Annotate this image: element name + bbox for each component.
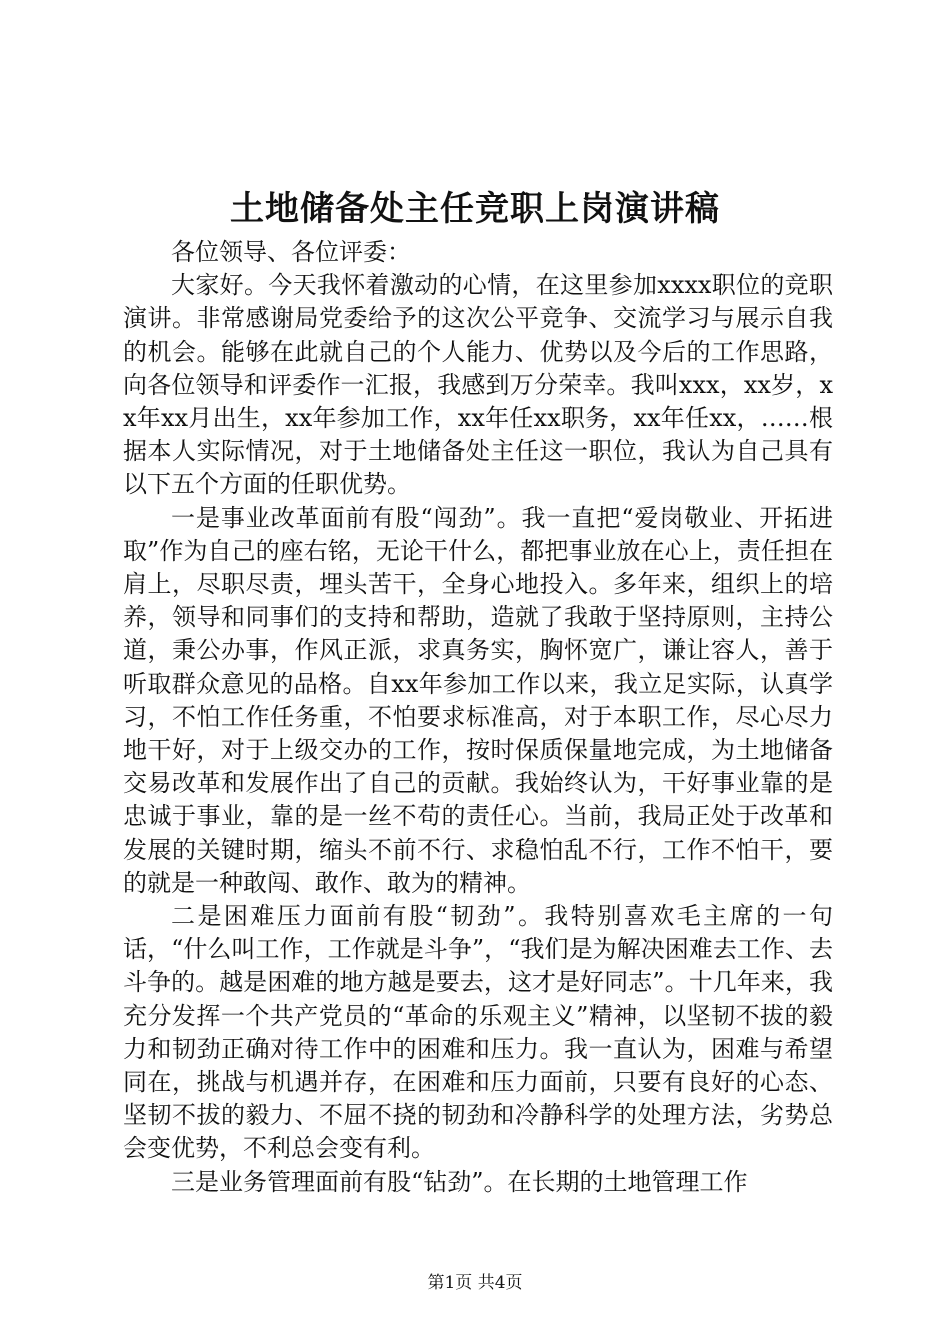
salutation: 各位领导、各位评委： — [171, 238, 411, 266]
paragraph-point-one: 一是事业改革面前有股“闯劲”。我一直把“爱岗敬业、开拓进取”作为自己的座右铭，无论干什么，都把事业放在心上，责任担在肩上，尽职尽责，埋头苦干，全身心地投入。多年来，组织上的培养，领导和同事们的支持和帮助，造就了我敢于坚持原则，主持公道，秉公办事，作风正派，求真务实，胸怀宽广，谦让容人，善于听取群众意见的品格。自xx年参加工作以来，我立足实际，认真学习，不怕工作任务重，不怕要求标准高，对于本职工作，尽心尽力地干好，对于上级交办的工作，按时保质保量地完成，为土地储备交易改革和发展作出了自己的贡献。我始终认为，干好事业靠的是忠诚于事业，靠的是一丝不苟的责任心。当前，我局正处于改革和发展的关键时期，缩头不前不行、求稳怕乱不行，工作不怕干，要的就是一种敢闯、敢作、敢为的精神。 — [123, 503, 833, 897]
document-body — [123, 236, 833, 1199]
paragraph-point-two: 二是困难压力面前有股“韧劲”。我特别喜欢毛主席的一句话，“什么叫工作，工作就是斗争”，“我们是为解决困难去工作、去斗争的。越是困难的地方越是要去，这才是好同志”。十几年来，我充分发挥一个共产党员的“革命的乐观主义”精神，以坚韧不拔的毅力和韧劲正确对待工作中的困难和压力。我一直认为，困难与希望同在，挑战与机遇并存，在困难和压力面前，只要有良好的心态、坚韧不拔的毅力、不屈不挠的韧劲和冷静科学的处理方法，劣势总会变优势，不利总会变有利。 — [123, 902, 833, 1163]
page-number-footer: 第1页 共4页 — [427, 1273, 523, 1293]
document-title: 土地储备处主任竞职上岗演讲稿 — [230, 189, 720, 229]
paragraph-intro: 大家好。今天我怀着激动的心情，在这里参加xxxx职位的竞职演讲。非常感谢局党委给予的这次公平竞争、交流学习与展示自我的机会。能够在此就自己的个人能力、优势以及今后的工作思路，向各位领导和评委作一汇报，我感到万分荣幸。我叫xxx，xx岁，xx年xx月出生，xx年参加工作，xx年任xx职务，xx年任xx，……根据本人实际情况，对于土地储备处主任这一职位，我认为自己具有以下五个方面的任职优势。 — [123, 271, 833, 499]
paragraph-point-three: 三是业务管理面前有股“钻劲”。在长期的土地管理工作 — [171, 1167, 748, 1196]
